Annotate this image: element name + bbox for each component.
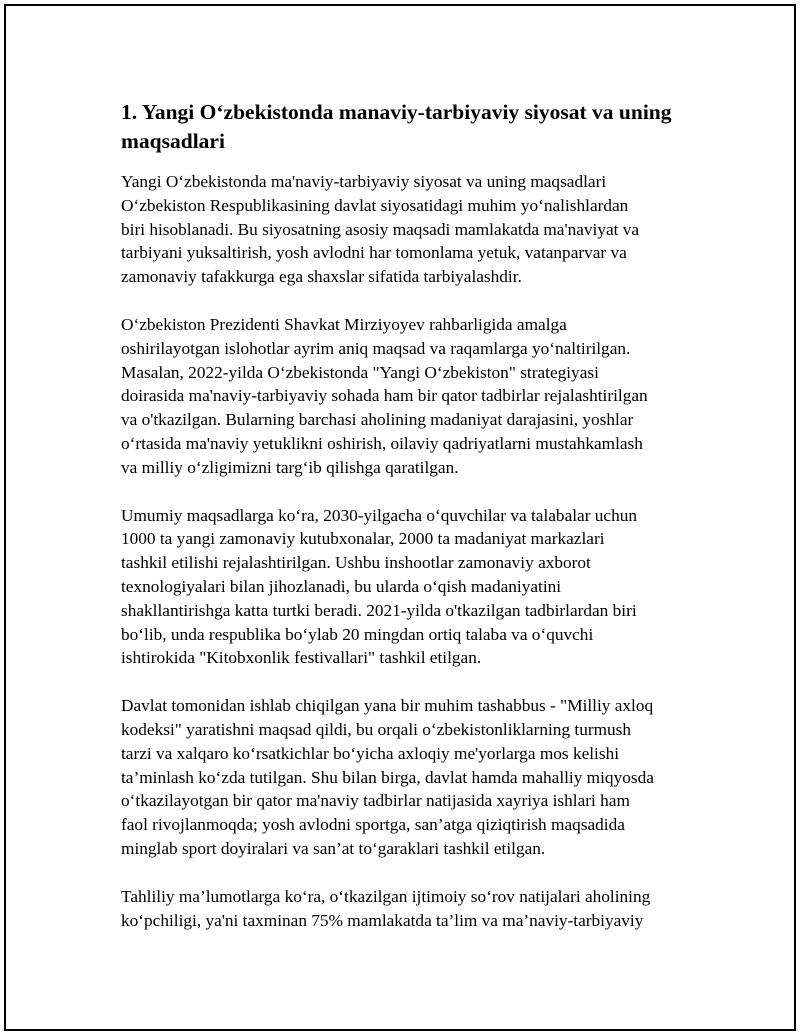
text-line: biri hisoblanadi. Bu siyosatning asosiy maqsadi mamlakatda ma'naviyat va (121, 219, 640, 239)
text-line: kodeksi" yaratishni maqsad qildi, bu orqali o‘zbekistonliklarning turmush (121, 719, 632, 739)
text-line: tarzi va xalqaro ko‘rsatkichlar bo‘yicha axloqiy me'yorlarga mos kelishi (121, 743, 620, 763)
section-heading (121, 98, 706, 156)
paragraph-2 (121, 313, 706, 480)
text-line: va o'tkazilgan. Bularning barchasi aholining madaniyat darajasini, yoshlar (121, 410, 634, 430)
text-line: Yangi O‘zbekistonda ma'naviy-tarbiyaviy siyosat va uning maqsadlari (121, 172, 607, 191)
text-line: O‘zbekiston Respublikasining davlat siyosatidagi muhim yo‘nalishlardan (121, 195, 629, 215)
text-line: ko‘pchiligi, ya'ni taxminan 75% mamlakatda ta’lim va ma’naviy-tarbiyaviy (121, 910, 644, 930)
text-line: bo‘lib, unda respublika bo‘ylab 20 mingdan ortiq talaba va o‘quvchi (121, 624, 594, 644)
text-line: va milliy o‘zligimizni targ‘ib qilishga qaratilgan. (121, 457, 459, 477)
paragraph-4 (121, 694, 706, 861)
heading-line: 1. Yangi O‘zbekistonda manaviy-tarbiyaviy siyosat va uning (121, 100, 672, 124)
text-line: ishtirokida "Kitobxonlik festivallari" tashkil etilgan. (121, 648, 482, 668)
text-line: Davlat tomonidan ishlab chiqilgan yana bir muhim tashabbus - "Milliy axloq (121, 696, 654, 716)
page-frame (4, 4, 796, 1031)
text-line: ta’minlash ko‘zda tutilgan. Shu bilan birga, davlat hamda mahalliy miqyosda (121, 767, 654, 787)
text-line: doirasida ma'naviy-tarbiyaviy sohada ham bir qator tadbirlar rejalashtirilgan (121, 386, 648, 406)
text-line: zamonaviy tafakkurga ega shaxslar sifatida tarbiyalashdir. (121, 267, 522, 287)
text-line: oshirilayotgan islohotlar ayrim aniq maqsad va raqamlarga yo‘naltirilgan. (121, 338, 631, 358)
text-line: o‘tkazilayotgan bir qator ma'naviy tadbirlar natijasida xayriya ishlari ham (121, 791, 630, 811)
text-line: minglab sport doyiralari va san’at to‘garaklari tashkil etilgan. (121, 838, 546, 858)
paragraph-5 (121, 885, 706, 933)
text-line: Masalan, 2022-yilda O‘zbekistonda "Yangi O‘zbekiston" strategiyasi (121, 362, 599, 382)
text-line: O‘zbekiston Prezidenti Shavkat Mirziyoyev rahbarligida amalga (121, 314, 567, 334)
paragraph-1 (121, 170, 706, 289)
text-line: faol rivojlanmoqda; yosh avlodni sportga, san’atga qiziqtirish maqsadida (121, 815, 625, 835)
text-line: o‘rtasida ma'naviy yetuklikni oshirish, oilaviy qadriyatlarni mustahkamlash (121, 433, 643, 453)
text-line: 1000 ta yangi zamonaviy kutubxonalar, 2000 ta madaniyat markazlari (121, 529, 605, 549)
text-line: shakllantirishga katta turtki beradi. 2021-yilda o'tkazilgan tadbirlardan biri (121, 600, 637, 620)
text-line: tashkil etilishi rejalashtirilgan. Ushbu inshootlar zamonaviy axborot (121, 553, 591, 573)
document-body (121, 98, 706, 956)
text-line: texnologiyalari bilan jihozlanadi, bu ularda o‘qish madaniyatini (121, 576, 562, 596)
text-line: tarbiyani yuksaltirish, yosh avlodni har tomonlama yetuk, vatanparvar va (121, 243, 627, 263)
text-line: Umumiy maqsadlarga ko‘ra, 2030-yilgacha o‘quvchilar va talabalar uchun (121, 505, 638, 525)
text-line: Tahliliy ma’lumotlarga ko‘ra, o‘tkazilgan ijtimoiy so‘rov natijalari aholining (121, 886, 651, 906)
heading-line: maqsadlari (121, 129, 225, 153)
paragraph-3 (121, 504, 706, 671)
